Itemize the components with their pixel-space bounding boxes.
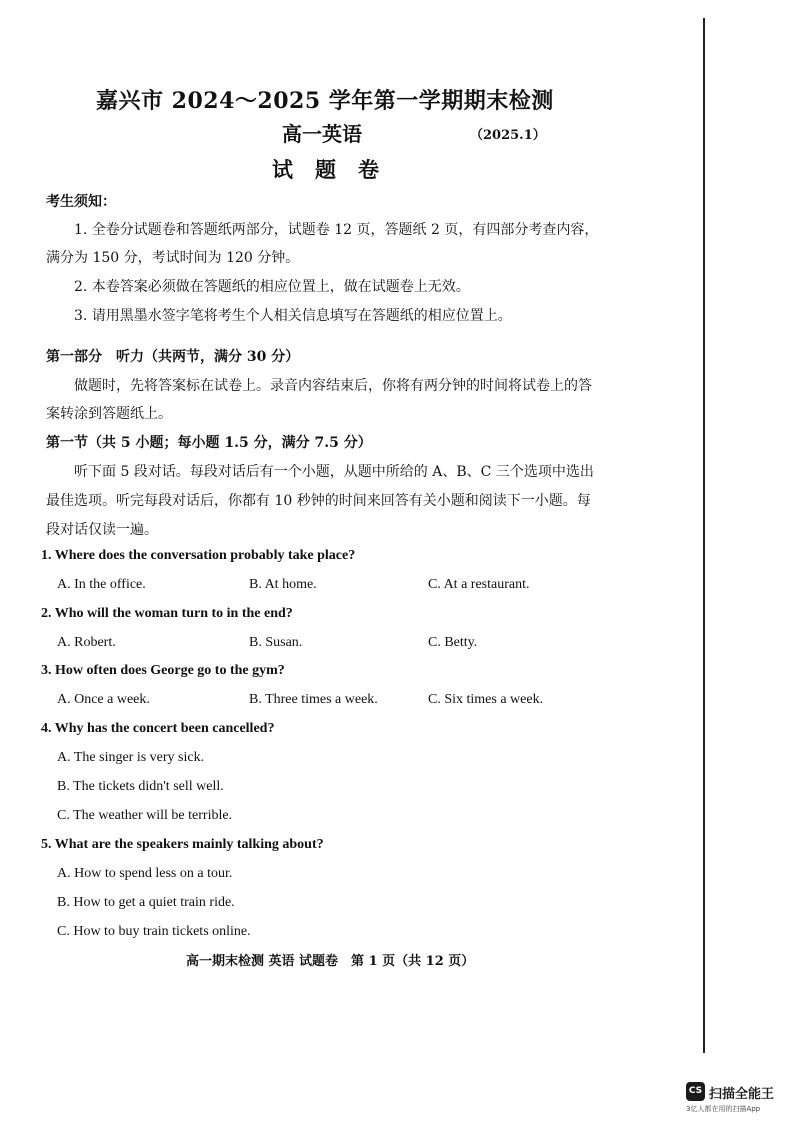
- section1-heading: 第一节（共 5 小题；每小题 1.5 分，满分 7.5 分）: [46, 435, 372, 451]
- section1-intro: 段对话仅读一遍。: [46, 522, 158, 538]
- scanner-tagline: 3亿人都在用的扫描App: [686, 1105, 761, 1113]
- page-footer: 高一期末检测 英语 试题卷 第 1 页（共 12 页）: [186, 954, 475, 969]
- question-stem: 2. Who will the woman turn to in the end?: [41, 606, 293, 621]
- question-option: A. In the office.: [57, 577, 146, 592]
- question-option: A. Robert.: [57, 635, 116, 650]
- question-option: A. How to spend less on a tour.: [57, 866, 233, 881]
- question-option: C. Betty.: [428, 635, 478, 650]
- exam-title: 嘉兴市 2024～2025 学年第一学期期末检测: [96, 88, 554, 114]
- notice-item: 3. 请用黑墨水签字笔将考生个人相关信息填写在答题纸的相应位置上。: [74, 308, 512, 324]
- question-option: A. Once a week.: [57, 692, 150, 707]
- question-stem: 1. Where does the conversation probably take place?: [41, 548, 356, 563]
- part1-intro: 做题时，先将答案标在试卷上。录音内容结束后，你将有两分钟的时间将试卷上的答: [74, 378, 592, 394]
- exam-date: （2025.1）: [470, 128, 546, 143]
- part1-intro: 案转涂到答题纸上。: [46, 406, 172, 422]
- question-option: B. Susan.: [249, 635, 303, 650]
- camscanner-logo-icon: CS: [686, 1082, 705, 1101]
- question-option: A. The singer is very sick.: [57, 750, 205, 765]
- question-option: C. How to buy train tickets online.: [57, 924, 251, 939]
- question-stem: 5. What are the speakers mainly talking about?: [41, 837, 324, 852]
- question-option: B. The tickets didn't sell well.: [57, 779, 224, 794]
- paper-kind: 试题卷: [272, 157, 401, 182]
- question-option: B. Three times a week.: [249, 692, 378, 707]
- exam-subject: 高一英语: [282, 122, 362, 146]
- notice-item: 1. 全卷分试题卷和答题纸两部分，试题卷 12 页，答题纸 2 页，有四部分考查内容，: [74, 222, 599, 238]
- notice-item: 2. 本卷答案必须做在答题纸的相应位置上，做在试题卷上无效。: [74, 279, 470, 295]
- question-stem: 4. Why has the concert been cancelled?: [41, 721, 275, 736]
- question-option: C. The weather will be terrible.: [57, 808, 233, 823]
- section1-intro: 最佳选项。听完每段对话后，你都有 10 秒钟的时间来回答有关小题和阅读下一小题。每: [46, 493, 591, 509]
- scanner-name: 扫描全能王: [709, 1087, 775, 1102]
- part1-heading: 第一部分 听力（共两节，满分 30 分）: [46, 349, 300, 365]
- notice-heading: 考生须知：: [46, 194, 116, 210]
- question-option: B. How to get a quiet train ride.: [57, 895, 235, 910]
- binding-line: [703, 18, 705, 1053]
- notice-item: 满分为 150 分，考试时间为 120 分钟。: [46, 250, 300, 266]
- question-option: C. Six times a week.: [428, 692, 544, 707]
- section1-intro: 听下面 5 段对话。每段对话后有一个小题，从题中所给的 A、B、C 三个选项中选出: [74, 464, 594, 480]
- question-option: C. At a restaurant.: [428, 577, 530, 592]
- question-stem: 3. How often does George go to the gym?: [41, 663, 285, 678]
- question-option: B. At home.: [249, 577, 317, 592]
